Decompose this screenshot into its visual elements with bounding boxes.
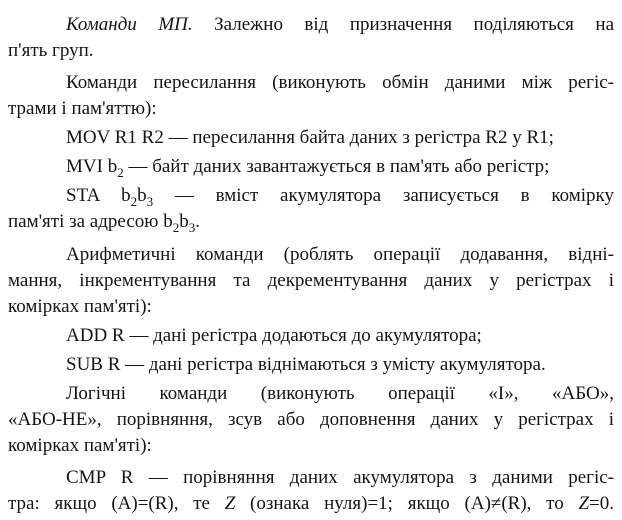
zero-flag-2: Z bbox=[578, 493, 590, 514]
transfer-line-2: трами і пам'яттю): bbox=[8, 98, 157, 119]
intro-line-2: п'ять груп. bbox=[8, 40, 94, 61]
mov-command: MOV R1 R2 — пересилання байта даних з регістра R2 у R1; bbox=[66, 127, 554, 148]
cmp-command: CMP R — порівняння даних акумулятора з даними регіс- bbox=[66, 467, 614, 488]
intro-line-1 bbox=[66, 12, 614, 38]
sta-desc: — вміст акумулятора записується в комірку bbox=[153, 185, 615, 206]
cmp-desc-b: (ознака нуля)=1; якщо (А)≠(R), то bbox=[235, 493, 579, 514]
arith-line-1: Арифметичні команди (роблять операції додавання, відні- bbox=[66, 244, 614, 265]
sta-b: b bbox=[137, 185, 147, 206]
logic-line-3: комірках пам'яті): bbox=[8, 435, 152, 456]
logic-line-1: Логічні команди (виконують операції «І», «АБО», bbox=[66, 383, 614, 404]
transfer-line-1: Команди пересилання (виконують обмін даними між регіс- bbox=[66, 72, 614, 93]
mvi-command bbox=[66, 154, 614, 186]
sta-desc-2: пам'яті за адресою b bbox=[8, 211, 173, 232]
add-command: ADD R — дані регістра додаються до акумулятора; bbox=[66, 325, 482, 346]
sta-l2-b: b bbox=[179, 211, 189, 232]
zero-flag-1: Z bbox=[224, 493, 236, 514]
mvi-name: MVI b bbox=[66, 156, 118, 177]
sta-command-line-2 bbox=[8, 209, 614, 241]
arith-line-2: мання, інкрементування та декрементування даних у регістрах і bbox=[8, 270, 614, 291]
sta-l2-sub-1: 2 bbox=[172, 219, 180, 235]
section-heading: Команди МП. bbox=[66, 14, 193, 35]
intro-text: Залежно від призначення поділяються на bbox=[214, 14, 615, 35]
logic-line-2: «АБО-НЕ», порівняння, зсув або доповнення даних у регістрах і bbox=[8, 409, 614, 430]
sub-command: SUB R — дані регістра віднімаються з умісту акумулятора. bbox=[66, 354, 546, 375]
arith-line-3: комірках пам'яті): bbox=[8, 296, 152, 317]
sta-sub-1: 2 bbox=[130, 193, 138, 209]
sta-sub-2: 3 bbox=[146, 193, 154, 209]
mvi-subscript: 2 bbox=[117, 164, 124, 180]
cmp-command-line-2 bbox=[8, 491, 614, 517]
sta-l2-sub-2: 3 bbox=[188, 219, 196, 235]
sta-l2-end: . bbox=[195, 211, 200, 232]
cmp-desc-c: =0. bbox=[589, 493, 614, 514]
cmp-desc-a: тра: якщо (А)=(R), те bbox=[8, 493, 225, 514]
mvi-desc: — байт даних завантажується в пам'ять або регістр; bbox=[123, 156, 550, 177]
sta-name: STA b bbox=[66, 185, 131, 206]
